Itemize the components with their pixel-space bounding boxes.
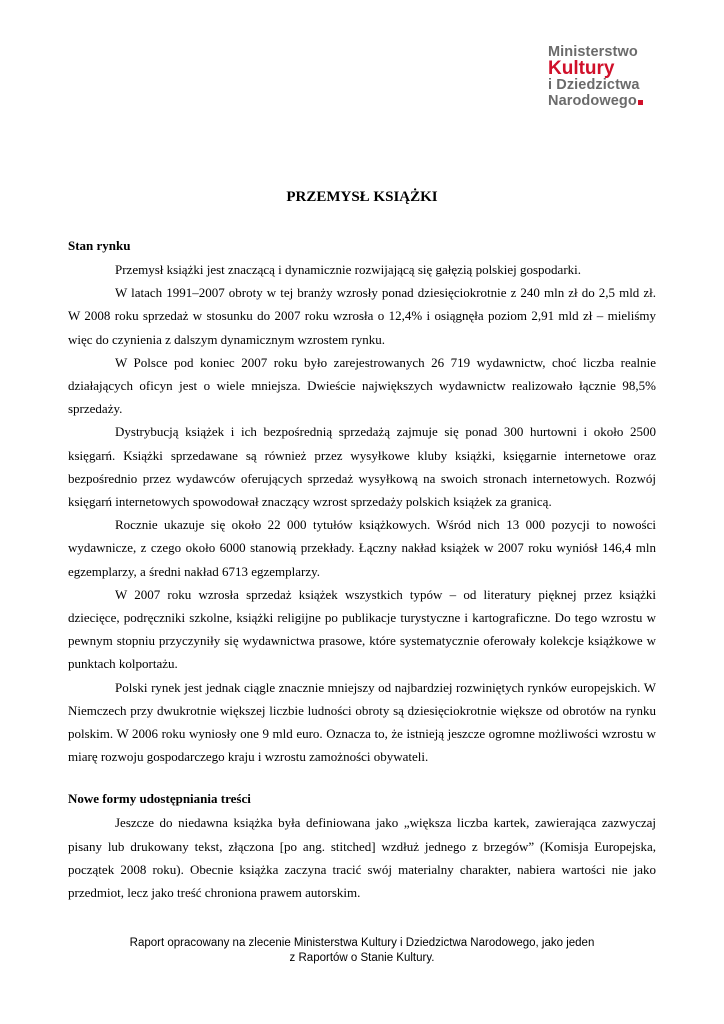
logo-dot-icon [638, 100, 643, 105]
section-spacer [68, 768, 656, 790]
logo-line-4-wrap [548, 93, 718, 109]
paragraph: Przemysł książki jest znaczącą i dynamicznie rozwijającą się gałęzią polskiej gospodarki. [115, 262, 582, 277]
document-body [68, 237, 656, 904]
logo-line-3: i Dziedzictwa [548, 77, 640, 93]
footer-line-1: Raport opracowany na zlecenie Ministerstwa Kultury i Dziedzictwa Narodowego, jako jeden [129, 937, 595, 949]
page-title: PRZEMYSŁ KSIĄŻKI [286, 189, 438, 205]
paragraph: Jeszcze do niedawna książka była definiowana jako „większa liczba kartek, zawierająca zazwyczaj pisany lub drukowany tekst, złączona [po ang. stitched] wzdłuż jednego z brzegów” (Komisja Europejska, początek 2008 roku). Obecnie książka zaczyna tracić swój materialny charakter, nabiera wartości nie jako przedmiot, lecz jako treść chroniona prawem autorskim. [68, 815, 656, 901]
paragraph: W latach 1991–2007 obroty w tej branży wzrosły ponad dziesięciokrotnie z 240 mln zł do 2,5 mld zł. W 2008 roku sprzedaż w stosunku do 2007 roku wzrosła o 12,4% i osiągnęła poziom 2,91 mld zł – mieliśmy więc do czynienia z dalszym dynamicznym wzrostem rynku. [68, 285, 656, 347]
paragraph: Polski rynek jest jednak ciągle znacznie mniejszy od najbardziej rozwiniętych rynków europejskich. W Niemczech przy dwukrotnie większej liczbie ludności obroty są dziesięciokrotnie większe od obrotów na rynku polskim. W 2006 roku wyniosły one 9 mld euro. Oznacza to, że istnieją jeszcze ogromne możliwości wzrostu w miarę rozwoju gospodarczego kraju i wzrostu zamożności obywateli. [68, 679, 656, 765]
section-heading-new-forms: Nowe formy udostępniania treści [68, 791, 251, 807]
paragraph: Rocznie ukazuje się około 22 000 tytułów książkowych. Wśród nich 13 000 pozycji to nowości wydawnicze, z czego około 6000 stanowią przekłady. Łączny nakład książek w 2007 roku wyniósł 146,4 mln egzemplarzy, a średni nakład 6713 egzemplarzy. [68, 517, 656, 579]
logo-line-2: Kultury [548, 58, 615, 79]
paragraph: W Polsce pod koniec 2007 roku było zarejestrowanych 26 719 wydawnictw, choć liczba realnie działających oficyn jest o wiele mniejsza. Dwieście największych wydawnictw realizowało łącznie 98,5% sprzedaży. [68, 354, 656, 417]
footer-line-2: z Raportów o Stanie Kultury. [289, 952, 435, 964]
logo-line-1: Ministerstwo [548, 44, 638, 60]
page-footer [0, 936, 724, 966]
logo-line-4: Narodowego [548, 93, 637, 109]
paragraph: W 2007 roku wzrosła sprzedaż książek wszystkich typów – od literatury pięknej przez książki dziecięce, podręczniki szkolne, książki religijne po publikacje turystyczne i kartograficzne. Do tego wzrostu w pewnym stopniu przyczyniły się wydawnictwa prasowe, które systematycznie oferowały kolekcje książkowe w punktach kolportażu. [68, 586, 656, 672]
ministry-logo [548, 44, 718, 109]
paragraph: Dystrybucją książek i ich bezpośrednią sprzedażą zajmuje się ponad 300 hurtowni i około 2500 księgarń. Książki sprzedawane są również przez wysyłkowe kluby książki, księgarnie internetowe oraz bezpośrednio przez wydawców oferujących sprzedaż wysyłkową na swoich stronach internetowych. Rozwój księgarń internetowych spowodował znaczący wzrost sprzedaży polskich książek za granicą. [68, 424, 656, 510]
section-heading-market: Stan rynku [68, 238, 131, 253]
